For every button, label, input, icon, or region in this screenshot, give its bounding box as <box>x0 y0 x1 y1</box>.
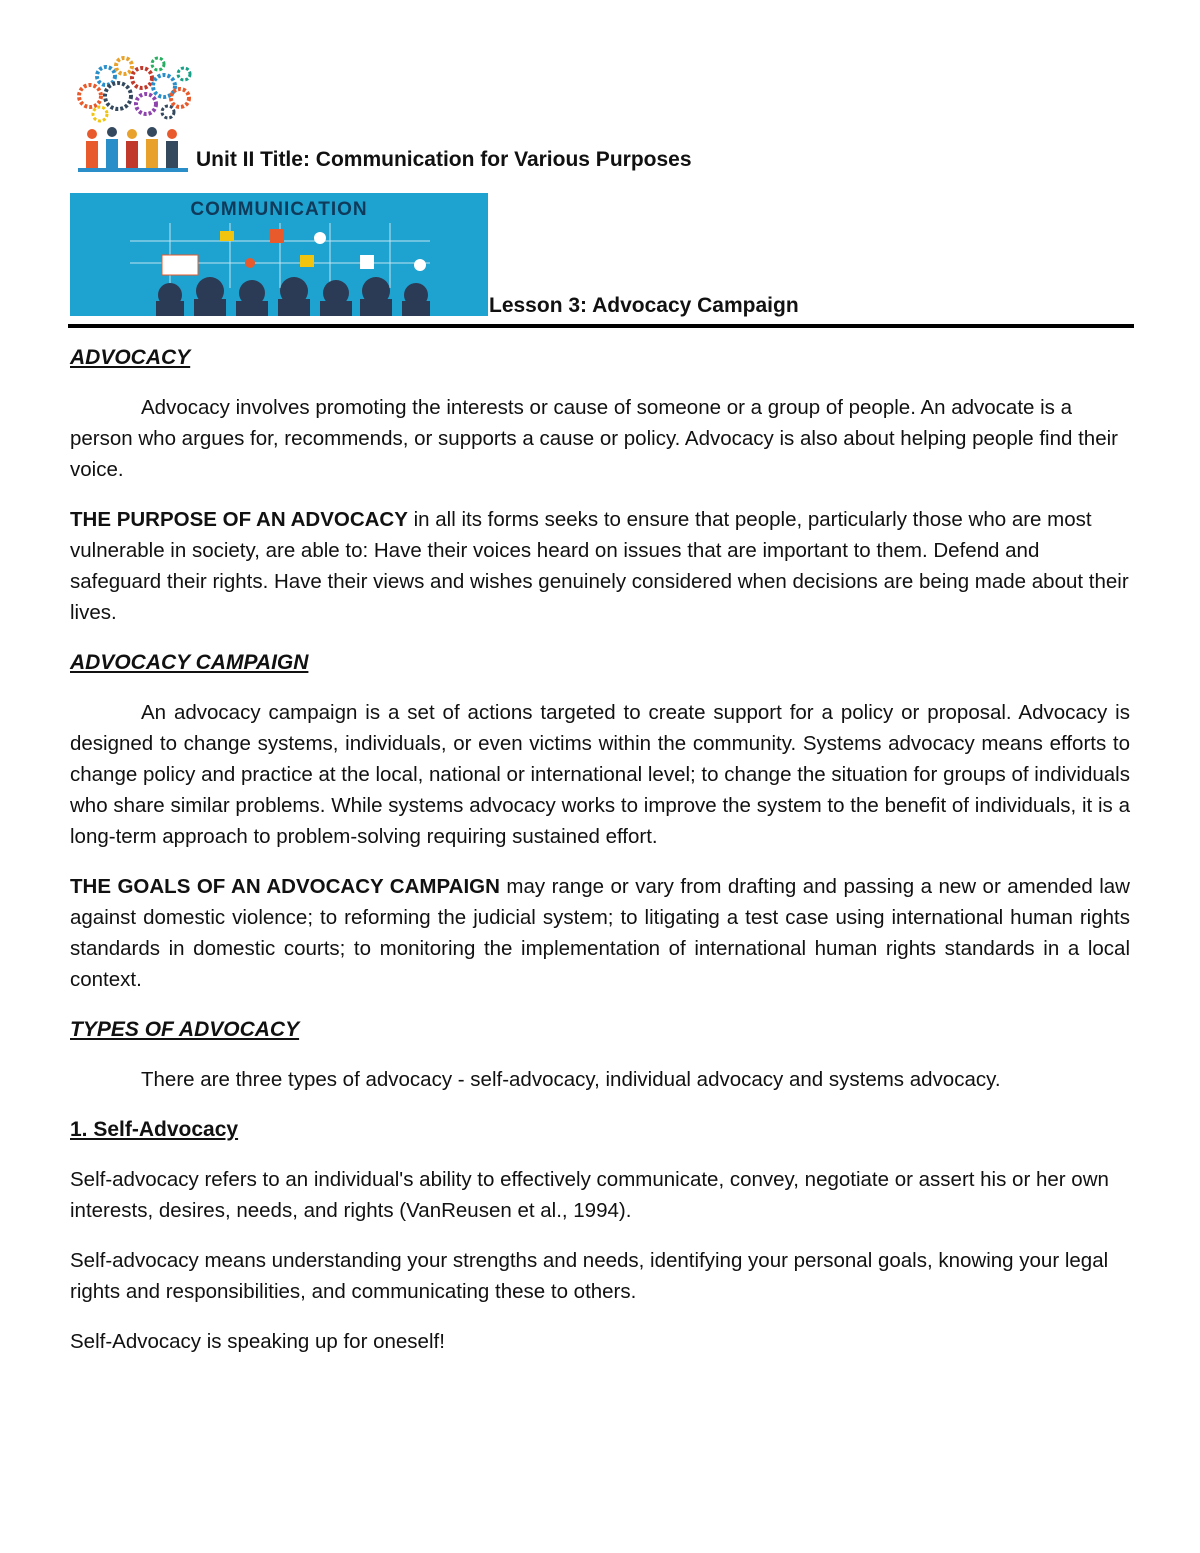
gear-icon-cluster <box>79 58 190 121</box>
lesson-title: Lesson 3: Advocacy Campaign <box>489 294 799 317</box>
goals-text: may range or vary from drafting and passing a new or amended law against domestic violence; to reforming the judicial system; to litigating a test case using international human rights standards in domestic courts; to monitoring the implementation of international human rights standards in a local context. <box>70 875 1130 991</box>
people-icon-row <box>78 127 188 172</box>
unit-title: Unit II Title: Communication for Various Purposes <box>196 148 692 171</box>
self-advocacy-paragraph-3: Self-Advocacy is speaking up for oneself! <box>70 1330 445 1353</box>
purpose-lead: THE PURPOSE OF AN ADVOCACY <box>70 508 408 531</box>
purpose-text: in all its forms seeks to ensure that people, particularly those who are most vulnerable in society, are able to: Have their voices heard on issues that are important to them. Defend and safeguard their rights. Have their views and wishes genuinely considered when decisions are being made about their lives. <box>70 508 1129 624</box>
gears-people-logo <box>72 56 196 174</box>
self-advocacy-paragraph-1: Self-advocacy refers to an individual's ability to effectively communicate, convey, negotiate or assert his or her own interests, desires, needs, and rights (VanReusen et al., 1994). <box>70 1168 1109 1222</box>
document-body <box>70 342 1130 1376</box>
purpose-paragraph <box>70 504 1130 628</box>
advocacy-paragraph: Advocacy involves promoting the interests or cause of someone or a group of people. An advocate is a person who argues for, recommends, or supports a cause or policy. Advocacy is also about helping people find their voice. <box>70 396 1118 481</box>
communication-banner <box>70 193 488 316</box>
campaign-heading: ADVOCACY CAMPAIGN <box>70 651 309 674</box>
banner-word: COMMUNICATION <box>190 199 368 220</box>
goals-paragraph <box>70 871 1130 995</box>
self-advocacy-heading: 1. Self-Advocacy <box>70 1118 239 1141</box>
types-heading: TYPES OF ADVOCACY <box>70 1018 300 1041</box>
self-advocacy-paragraph-2: Self-advocacy means understanding your strengths and needs, identifying your personal goals, knowing your legal rights and responsibilities, and communicating these to others. <box>70 1249 1109 1303</box>
goals-lead: THE GOALS OF AN ADVOCACY CAMPAIGN <box>70 875 500 898</box>
campaign-paragraph: An advocacy campaign is a set of actions targeted to create support for a policy or proposal. Advocacy is designed to change systems, individuals, or even victims within the community. Systems advocacy means efforts to change policy and practice at the local, national or international level; to change the situation for groups of individuals who share similar problems. While systems advocacy works to improve the system to the benefit of individuals, it is a long-term approach to problem-solving requiring sustained effort. <box>70 701 1130 848</box>
advocacy-heading: ADVOCACY <box>70 346 191 369</box>
types-paragraph: There are three types of advocacy - self-advocacy, individual advocacy and systems advocacy. <box>141 1068 1001 1091</box>
header-divider <box>68 324 1134 328</box>
